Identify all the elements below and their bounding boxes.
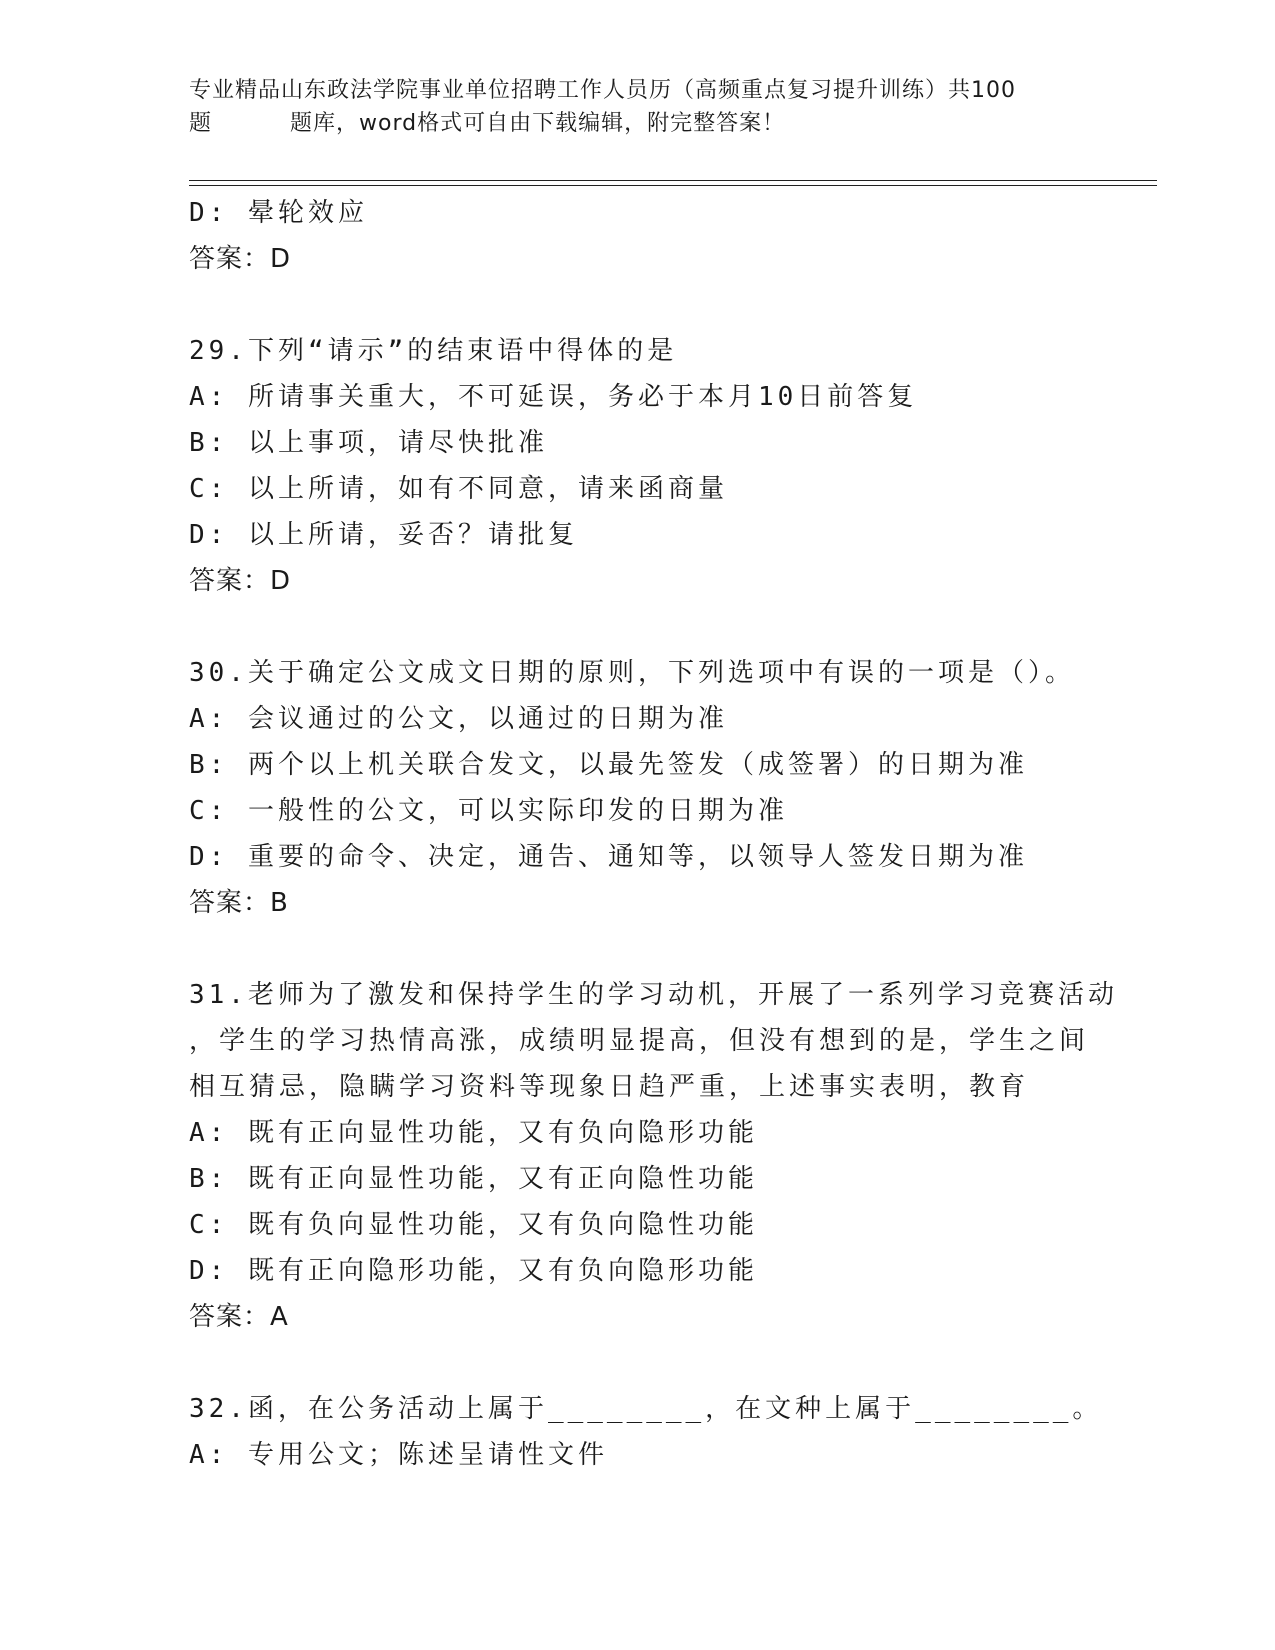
document-body <box>189 190 1119 1478</box>
page-header <box>189 74 1089 140</box>
option-c: C: 以上所请，如有不同意，请来函商量 <box>189 474 728 504</box>
question-31 <box>189 972 1119 1340</box>
spacer <box>189 282 1119 328</box>
answer: 答案：D <box>189 566 292 596</box>
option-d: D: 晕轮效应 <box>189 198 368 228</box>
question-32 <box>189 1386 1119 1478</box>
spacer <box>189 926 1119 972</box>
header-title-line2-start: 题 <box>189 111 213 136</box>
option-c: C: 一般性的公文，可以实际印发的日期为准 <box>189 796 788 826</box>
option-b: B: 以上事项，请尽快批准 <box>189 428 548 458</box>
header-rule-top <box>189 180 1157 181</box>
answer: 答案：B <box>189 888 289 918</box>
header-title-line2 <box>189 107 1089 140</box>
header-title-line1: 专业精品山东政法学院事业单位招聘工作人员历（高频重点复习提升训练）共100 <box>189 78 1016 103</box>
spacer <box>189 1340 1119 1386</box>
question-stem: 32.函，在公务活动上属于________，在文种上属于________。 <box>189 1394 1103 1424</box>
question-stem: 29.下列“请示”的结束语中得体的是 <box>189 336 678 366</box>
question-stem-line-3: 相互猜忌，隐瞒学习资料等现象日趋严重，上述事实表明，教育 <box>189 1072 1030 1102</box>
answer: 答案：D <box>189 244 292 274</box>
question-29 <box>189 328 1119 604</box>
option-a: A: 专用公文；陈述呈请性文件 <box>189 1440 608 1470</box>
option-a: A: 会议通过的公文，以通过的日期为准 <box>189 704 728 734</box>
header-rule-bottom <box>189 185 1157 186</box>
header-gap <box>212 107 290 140</box>
spacer <box>189 604 1119 650</box>
option-d: D: 既有正向隐形功能，又有负向隐形功能 <box>189 1256 758 1286</box>
option-d: D: 重要的命令、决定，通告、通知等，以领导人签发日期为准 <box>189 842 1028 872</box>
question-stem-line-1: 31.老师为了激发和保持学生的学习动机，开展了一系列学习竞赛活动 <box>189 980 1118 1010</box>
option-a: A: 既有正向显性功能，又有负向隐形功能 <box>189 1118 758 1148</box>
option-b: B: 两个以上机关联合发文，以最先签发（成签署）的日期为准 <box>189 750 1028 780</box>
option-a: A: 所请事关重大，不可延误，务必于本月10日前答复 <box>189 382 918 412</box>
question-stem-line-2: ，学生的学习热情高涨，成绩明显提高，但没有想到的是，学生之间 <box>189 1026 1090 1056</box>
answer: 答案：A <box>189 1302 289 1332</box>
option-b: B: 既有正向显性功能，又有正向隐性功能 <box>189 1164 758 1194</box>
option-c: C: 既有负向显性功能，又有负向隐性功能 <box>189 1210 758 1240</box>
header-title-line2-rest: 题库，word格式可自由下载编辑，附完整答案！ <box>290 111 786 136</box>
option-d: D: 以上所请，妥否？请批复 <box>189 520 578 550</box>
question-28 <box>189 190 1119 282</box>
question-30 <box>189 650 1119 926</box>
question-stem: 30.关于确定公文成文日期的原则，下列选项中有误的一项是（）。 <box>189 658 1075 688</box>
